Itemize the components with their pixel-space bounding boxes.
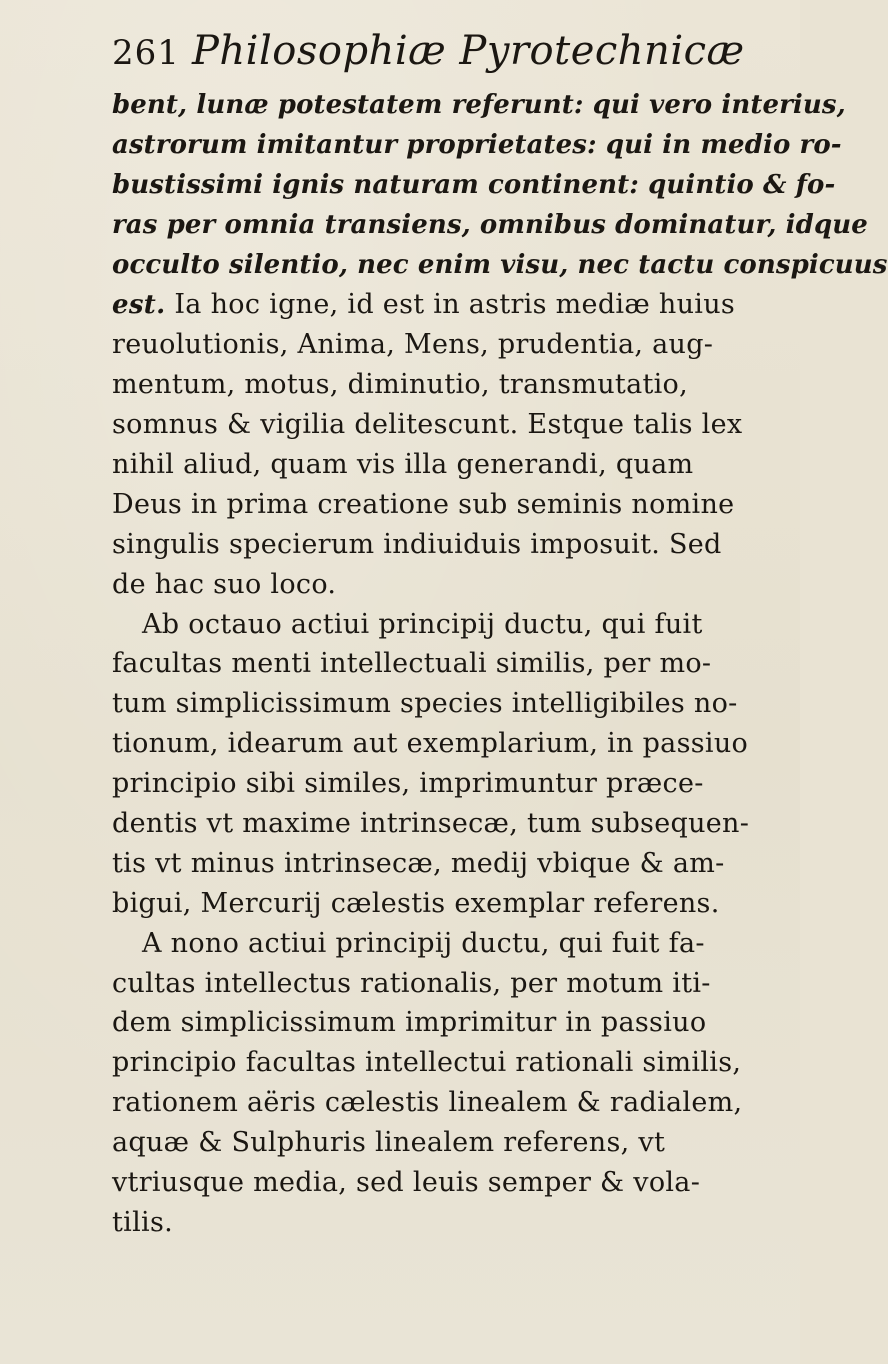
- text-line: rationem aëris cælestis linealem & radialem,: [112, 1087, 743, 1119]
- text-line: vtriusque media, sed leuis semper & vola-: [112, 1167, 701, 1199]
- text-line: singulis specierum indiuiduis imposuit. Sed: [112, 528, 722, 560]
- text-line: mentum, motus, diminutio, transmutatio,: [112, 369, 688, 401]
- text-line: dentis vt maxime intrinsecæ, tum subsequen-: [112, 808, 750, 840]
- text-line-roman-rest: Ia hoc igne, id est in astris mediæ huius: [174, 289, 736, 321]
- page-number: 261: [112, 33, 180, 73]
- text-line: aquæ & Sulphuris linealem referens, vt: [112, 1127, 666, 1159]
- text-line: nihil aliud, quam vis illa generandi, quam: [112, 449, 694, 481]
- text-line: bent, lunæ potestatem referunt: qui vero interius,: [112, 90, 846, 120]
- text-line: principio sibi similes, imprimuntur præce-: [112, 768, 704, 800]
- paragraph-start: Ab octauo actiui principij ductu, qui fuit: [142, 608, 703, 640]
- text-line-mixed: [112, 285, 758, 325]
- text-line: de hac suo loco.: [112, 568, 337, 600]
- paragraph-start: A nono actiui principij ductu, qui fuit fa-: [142, 927, 705, 959]
- text-line: bigui, Mercurij cælestis exemplar referens.: [112, 887, 720, 919]
- text-line: dem simplicissimum imprimitur in passiuo: [112, 1007, 707, 1039]
- text-line: ras per omnia transiens, omnibus dominatur, idque: [112, 209, 868, 240]
- text-line-italic-lead: est.: [112, 290, 166, 321]
- running-title: Philosophiæ Pyrotechnicæ: [192, 28, 745, 74]
- text-line: somnus & vigilia delitescunt. Estque talis lex: [112, 409, 743, 441]
- text-line: cultas intellectus rationalis, per motum iti-: [112, 967, 711, 999]
- text-line: astrorum imitantur proprietates: qui in medio ro-: [112, 129, 842, 160]
- text-line: Deus in prima creatione sub seminis nomine: [112, 488, 735, 520]
- body-text: [112, 86, 888, 1243]
- text-line: tis vt minus intrinsecæ, medij vbique & am-: [112, 847, 725, 879]
- running-head: [112, 28, 756, 86]
- text-line: tum simplicissimum species intelligibiles no-: [112, 688, 738, 720]
- text-line: principio facultas intellectui rationali similis,: [112, 1047, 742, 1079]
- text-line: facultas menti intellectuali similis, per mo-: [112, 648, 712, 680]
- text-line: tionum, idearum aut exemplarium, in passiuo: [112, 728, 749, 760]
- text-line: reuolutionis, Anima, Mens, prudentia, aug-: [112, 329, 714, 361]
- text-line: tilis.: [112, 1206, 173, 1238]
- text-line: bustissimi ignis naturam continent: quintio & fo-: [112, 169, 836, 200]
- text-line: occulto silentio, nec enim visu, nec tactu conspicuus: [112, 249, 888, 280]
